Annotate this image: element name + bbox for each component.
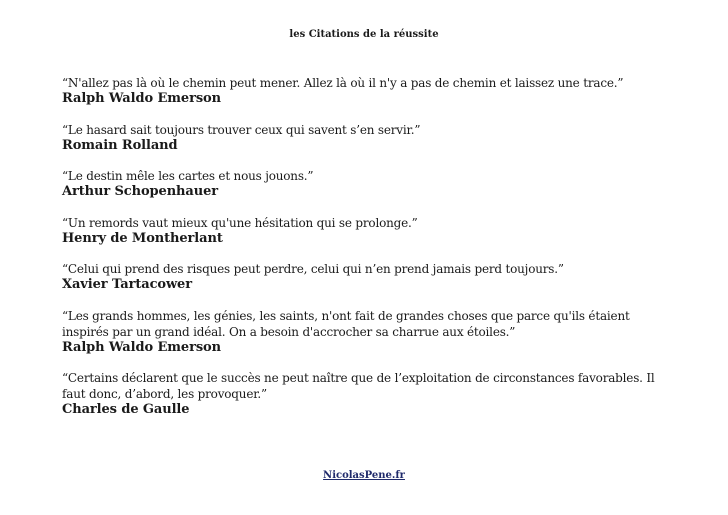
quote-item [62,308,662,356]
quote-item [62,370,662,418]
quote-item [62,122,662,154]
footer-website-link[interactable]: NicolasPene.fr [323,470,405,481]
quote-author: Henry de Montherlant [62,230,223,246]
quote-author: Ralph Waldo Emerson [62,339,221,355]
quote-item [62,75,662,107]
quote-text: “Celui qui prend des risques peut perdre, celui qui n’en prend jamais perd toujours.” [62,262,564,276]
quote-text: “Un remords vaut mieux qu'une hésitation qui se prolonge.” [62,215,418,230]
quote-author: Charles de Gaulle [62,402,190,417]
quote-author: Ralph Waldo Emerson [62,91,221,106]
quote-text: “N'allez pas là où le chemin peut mener. Allez là où il n'y a pas de chemin et laissez une trace.” [62,76,624,90]
quote-text: “Certains déclarent que le succès ne peut naître que de l’exploitation de circonstances favorables. Il faut donc, d’abord, les provoquer.” [62,371,655,401]
quote-text: “Le destin mêle les cartes et nous jouons.” [62,169,314,183]
quote-author: Xavier Tartacower [62,277,192,292]
quote-author: Romain Rolland [62,137,178,153]
document-title: les Citations de la réussite [289,29,439,40]
quote-item [62,168,662,200]
quote-item [62,261,662,293]
quote-text: “Les grands hommes, les génies, les saints, n'ont fait de grandes choses que parce qu'ils étaient inspirés par un grand idéal. On a besoin d'accrocher sa charrue aux étoiles.” [62,308,630,339]
quote-text: “Le hasard sait toujours trouver ceux qui savent s’en servir.” [62,122,421,137]
quote-item [62,215,662,247]
footer [0,470,728,482]
quote-list [62,75,662,433]
quote-author: Arthur Schopenhauer [62,184,219,199]
